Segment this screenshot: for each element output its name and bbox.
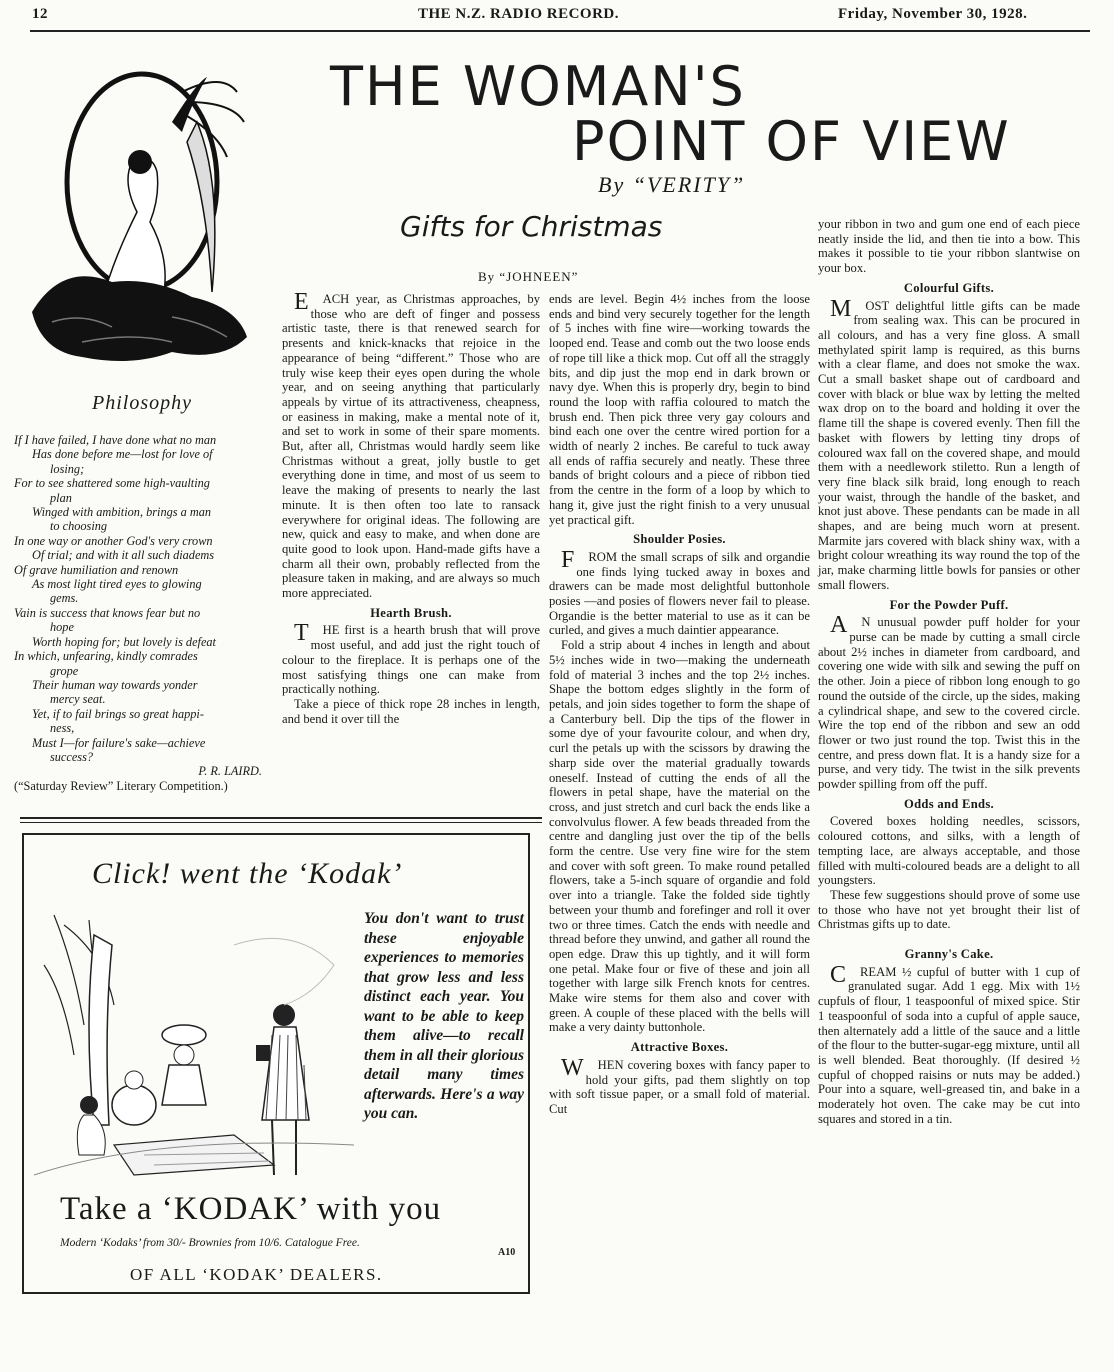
feature-title-line2: POINT OF VIEW	[572, 110, 1011, 173]
advert-separator-top	[20, 817, 542, 819]
poem-line: Their human way towards yonder	[32, 677, 198, 692]
advert-code: A10	[498, 1247, 516, 1258]
heading-attractive-boxes: Attractive Boxes.	[630, 1040, 729, 1055]
poem-line: gems.	[50, 591, 79, 606]
poem-line: Yet, if to fail brings so great happi-	[32, 706, 204, 721]
poem-line: mercy seat.	[50, 692, 106, 707]
poem-line: hope	[50, 620, 74, 635]
article-title: Gifts for Christmas	[400, 210, 663, 243]
page-number: 12	[32, 6, 48, 22]
advert-tagline: Take a ‘KODAK’ with you	[60, 1191, 442, 1227]
poem-line: Of trial; and with it all such diadems	[32, 548, 215, 563]
poem-block	[14, 433, 276, 793]
odds-paragraph-2: These few suggestions should prove of some use to those who have not yet brought their list of Christmas gifts up to date.	[818, 887, 1080, 932]
header-rule	[30, 30, 1090, 32]
article-column-2	[549, 292, 810, 1117]
advert-body-copy: You don't want to trust these enjoyable experiences to memories that grow less and less distinct each year. You want to be able to keep them alive—to recall them in all their glorious detail many times afterwards. Here's a way you can.	[364, 910, 524, 1122]
poem-line: Worth hoping for; but lovely is defeat	[32, 634, 216, 649]
heading-odds-and-ends: Odds and Ends.	[904, 796, 994, 811]
publication-name: THE N.Z. RADIO RECORD.	[418, 6, 620, 22]
advert-headline: Click! went the ‘Kodak’	[92, 857, 403, 890]
feature-title-line1: THE WOMAN'S	[330, 55, 746, 118]
poem-line: For to see shattered some high-vaulting	[14, 476, 210, 491]
poem-line: If I have failed, I have done what no man	[14, 433, 217, 447]
article-column-3	[818, 217, 1080, 1126]
poem-line: success?	[50, 749, 94, 764]
poem-line: Of grave humiliation and renown	[14, 562, 179, 577]
advert-prices: Modern ‘Kodaks’ from 30/- Brownies from 10/6. Catalogue Free.	[60, 1237, 360, 1249]
colourful-paragraph: MOST delightful little gifts can be made from sealing wax. This can be procured in all colours, and has a very fine gloss. A small methylated spirit lamp is required, as this burns with a clear flame, and does not smoke the wax. Cut a small basket shape out of cardboard and cover with black or blue wax by letting the melted wax drop on to the board and holding it over the flame till the shape is covered evenly. Then fill the basket with flowers by letting tiny drops of coloured wax fall on the covered shape, and mould them with a needlework stiletto. Run a length of very fine black silk braid, long enough to reach your waist, through the handle of the basket, and knot just above. These pendants can be made in all shapes, and are being much worn at present. Marmite jars covered with black shiny wax, with a bright colour wreathing its way round the top of the jar, make charming little bowls for pansies or other small flowers.	[818, 295, 1080, 592]
picnic-illustration	[34, 905, 356, 1185]
puff-paragraph: AN unusual powder puff holder for your purse can be made by cutting a small circle about 2½ inches in diameter from cardboard, and covering one wide with silk and sewing the puff on the other. Join a piece of ribbon long enough to go round the outside of the circle, up the sides, making a cylindrical shape, and sew to the covered circle. Wire the top end of the ribbon and sew an odd flower or two just round the top. Twist this in the centre, and press down flat. It is a handy size for a purse, and very tidy. The twist in the silk prevents powder spilling from off the puff.	[818, 612, 1080, 792]
poem-title: Philosophy	[92, 392, 192, 414]
poem-line: Winged with ambition, brings a man	[32, 505, 211, 520]
advert-dealers: OF ALL ‘KODAK’ DEALERS.	[130, 1265, 383, 1284]
shoulder-paragraph-2: Fold a strip about 4 inches in length and about 5½ inches wide in two—making the underneath fold of material 3 inches and the top 2½ inches. Shape the bottom edges slightly in the form of petals, and join sides together to form the shape of a Canterbury bell. Dip the tips of the flower in some dye of your favourite colour, and when dry, curl the petals up with the scissors by drawing the sharp side over the material gradually towards oneself. Instead of cutting the ends of all the flowers in petal shape, have the material on the cross, and just stretch and curl back the ends like a convolvulus flower. A few beads threaded from the centre and dangling just over the tip of the bells form the centre. Use very fine wire for the stem and cover with soft green. To make round petalled flowers, take a 5-inch square of organdie and fold over into a triangle. Take the folded side tightly between your thumb and forefinger and roll it over two or three times. Catch the ends with needle and thread before they unwind, and gather all round the open edge. Draw this up tightly, and it will form one petal. Make four or five of these and join all together with large silk French knots for centres. Make wire stems for them also and cover with green. A couple of these placed with the bells will make a very dainty buttonhole.	[549, 638, 810, 1035]
granny-paragraph: CREAM ½ cupful of butter with 1 cup of granulated sugar. Add 1 egg. Mix with 1½ cupfuls of flour, 1 teaspoonful of mixed spice. Stir 1 teaspoonful of soda into a cupful of apple sauce, then alternately add a little of the sauce and a little of the flour to the butter-sugar-egg mixture, until all is well blended. Beat thoroughly. (If desired ½ cupful of chopped raisins or nuts may be added.) Pour into a square, well-greased tin, and bake in a moderately hot oven. The cake may be cut into squares and stored in a tin.	[818, 961, 1080, 1126]
poem-line: As most light tired eyes to glowing	[32, 577, 202, 592]
intro-paragraph: EACH year, as Christmas approaches, by those who are deft of finger and possess artistic taste, there is that renewed search for presents and knick-knacks that rejoice in the appearance of being “different.” Those who are truly wise keep their eyes open during the whole year, and on seeing anything that particularly appeals by virtue of its attractiveness, cheapness, or easiness in making, make a mental note of it, and set to work in some of their spare moments. But, after all, Christmas would hardly seem like Christmas without a great, jolly bustle to get everything done in time, and most of us seem to leave the making of presents to nearly the last minute. It is then often too late to ransack everywhere for original ideas. The following are new, quick and easy to make, and when done are quite good to look upon. Hand-made gifts have a charm all their own, probably reflected from the pleasure taken in making, and are always so much more appreciated.	[282, 289, 540, 601]
issue-date: Friday, November 30, 1928.	[838, 6, 1028, 22]
poem-credit: (“Saturday Review” Literary Competition.)	[14, 778, 228, 793]
woman-mirror-illustration	[22, 62, 272, 382]
poem-line: Vain is success that knows fear but no	[14, 605, 201, 620]
feature-byline: By “VERITY”	[598, 172, 746, 197]
poem-line: grope	[50, 663, 79, 678]
advert-separator-thin	[20, 822, 542, 823]
odds-paragraph-1: Covered boxes holding needles, scissors, coloured cottons, and silks, with a length of tempting lace, are always acceptable, and those filled with multi-coloured beads are a delight to all youngsters.	[818, 814, 1080, 888]
shoulder-paragraph-1: FROM the small scraps of silk and organdie one finds lying tucked away in boxes and drawers can be made most delightful buttonhole posies —and posies of flowers never fail to please. Organdie is the better material to use as it can be curled, and gives a much daintier appearance.	[549, 546, 810, 638]
hearth-continued: ends are level. Begin 4½ inches from the loose ends and bind very securely together for the length of 5 inches with fine wire—working towards the looped end. Tease and comb out the two loose ends of rope till like a thick mop. Cut off all the straggly bits, and dip just the mop end in dark brown or navy dye. When this is properly dry, begin to bind round the loop with raffia coloured to match the brush end. Then pick three very gay colours and bind each one over the centre wired portion for a width of nearly 2 inches. Be careful to tuck away all ends of raffia securely and neatly. These three bands of bright colours and a piece of ribbon tied from the centre in the form of a loop by which to hang it, give just the right finish to a very unusual yet practical gift.	[549, 292, 810, 527]
article-column-1	[282, 289, 540, 726]
hearth-paragraph-2: Take a piece of thick rope 28 inches in length, and bend it over till the	[282, 696, 540, 726]
poem-line: losing;	[50, 461, 85, 476]
poem-author: P. R. LAIRD.	[198, 764, 262, 779]
attractive-paragraph: WHEN covering boxes with fancy paper to hold your gifts, pad them slightly on top with soft tissue paper, or a small fold of material. Cut	[549, 1054, 810, 1116]
kodak-advertisement	[22, 833, 530, 1294]
heading-grannys-cake: Granny's Cake.	[904, 947, 994, 962]
poem-line: In which, unfearing, kindly comrades	[14, 649, 198, 664]
poem-line: to choosing	[50, 519, 108, 534]
poem-line: plan	[50, 490, 72, 505]
poem-line: Has done before me—lost for love of	[32, 447, 213, 462]
article-byline: By “JOHNEEN”	[478, 269, 579, 284]
hearth-paragraph-1: THE first is a hearth brush that will prove most useful, and add just the right touch of colour to the fireplace. It is perhaps one of the most satisfying things one can make from practically nothing.	[282, 620, 540, 697]
poem-line: ness,	[50, 721, 75, 736]
attractive-continued: your ribbon in two and gum one end of each piece neatly inside the lid, and then tie into a bow. This makes it possible to tie your ribbon slantwise on your box.	[818, 217, 1080, 276]
poem-line: Must I—for failure's sake—achieve	[32, 735, 206, 750]
heading-shoulder-posies: Shoulder Posies.	[633, 532, 726, 547]
poem-line: In one way or another God's very crown	[14, 533, 213, 548]
heading-powder-puff: For the Powder Puff.	[889, 597, 1009, 612]
heading-colourful-gifts: Colourful Gifts.	[903, 280, 995, 295]
poem-lines	[14, 433, 276, 764]
heading-hearth-brush: Hearth Brush.	[370, 605, 452, 620]
